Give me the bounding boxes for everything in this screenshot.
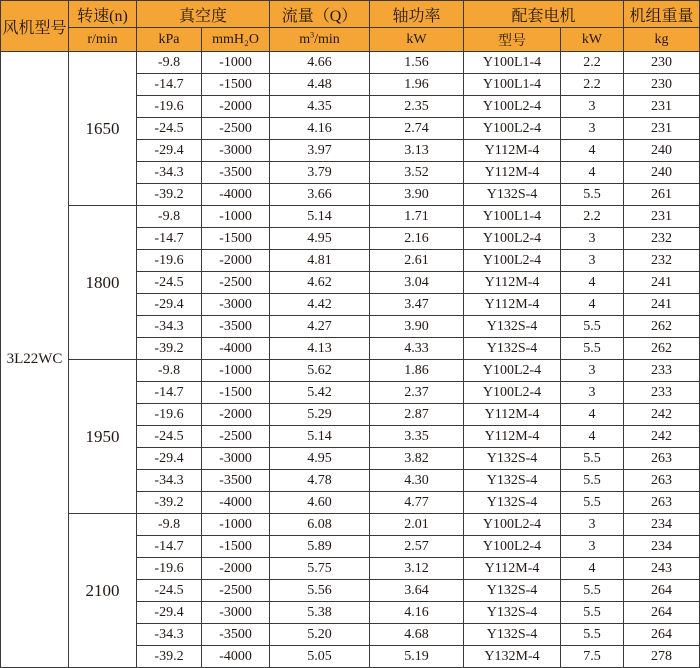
flow-cell: 4.95 (270, 448, 370, 470)
kpa-cell: -9.8 (137, 514, 202, 536)
motor-kw-cell: 7.5 (561, 646, 624, 668)
weight-cell: 240 (624, 140, 700, 162)
weight-cell: 233 (624, 360, 700, 382)
motor-kw-cell: 2.2 (561, 52, 624, 74)
kpa-cell: -14.7 (137, 536, 202, 558)
table-row (1, 52, 700, 74)
weight-cell: 264 (624, 624, 700, 646)
shaft-power-cell: 2.01 (370, 514, 464, 536)
unit-power: kW (370, 28, 464, 52)
shaft-power-cell: 3.47 (370, 294, 464, 316)
kpa-cell: -29.4 (137, 602, 202, 624)
kpa-cell: -14.7 (137, 228, 202, 250)
motor-model-cell: Y132M-4 (464, 646, 561, 668)
flow-cell: 4.35 (270, 96, 370, 118)
weight-cell: 264 (624, 580, 700, 602)
unit-speed: r/min (69, 28, 137, 52)
weight-cell: 242 (624, 404, 700, 426)
mmh2o-cell: -2500 (202, 118, 270, 140)
weight-cell: 261 (624, 184, 700, 206)
shaft-power-cell: 3.35 (370, 426, 464, 448)
kpa-cell: -39.2 (137, 338, 202, 360)
kpa-cell: -39.2 (137, 184, 202, 206)
flow-cell: 5.56 (270, 580, 370, 602)
model-cell: 3L22WC (1, 52, 69, 668)
table-row (1, 514, 700, 536)
kpa-cell: -29.4 (137, 140, 202, 162)
mmh2o-cell: -2000 (202, 558, 270, 580)
flow-cell: 4.48 (270, 74, 370, 96)
motor-kw-cell: 4 (561, 404, 624, 426)
mmh2o-cell: -1000 (202, 206, 270, 228)
flow-cell: 4.60 (270, 492, 370, 514)
shaft-power-cell: 3.82 (370, 448, 464, 470)
flow-cell: 4.78 (270, 470, 370, 492)
mmh2o-cell: -3500 (202, 624, 270, 646)
unit-flow-rest: /min (314, 31, 340, 47)
weight-cell: 231 (624, 118, 700, 140)
shaft-power-cell: 4.77 (370, 492, 464, 514)
motor-model-cell: Y132S-4 (464, 624, 561, 646)
motor-model-cell: Y100L2-4 (464, 514, 561, 536)
speed-cell: 1800 (69, 206, 137, 360)
flow-cell: 5.14 (270, 426, 370, 448)
motor-model-cell: Y112M-4 (464, 558, 561, 580)
mmh2o-cell: -3000 (202, 294, 270, 316)
mmh2o-cell: -1000 (202, 52, 270, 74)
motor-model-cell: Y112M-4 (464, 162, 561, 184)
kpa-cell: -9.8 (137, 52, 202, 74)
motor-kw-cell: 4 (561, 294, 624, 316)
kpa-cell: -19.6 (137, 250, 202, 272)
motor-model-cell: Y112M-4 (464, 272, 561, 294)
motor-model-cell: Y100L2-4 (464, 96, 561, 118)
weight-cell: 278 (624, 646, 700, 668)
motor-kw-cell: 3 (561, 118, 624, 140)
flow-cell: 4.81 (270, 250, 370, 272)
motor-model-cell: Y132S-4 (464, 492, 561, 514)
motor-model-cell: Y100L2-4 (464, 228, 561, 250)
kpa-cell: -24.5 (137, 426, 202, 448)
flow-cell: 5.14 (270, 206, 370, 228)
kpa-cell: -24.5 (137, 118, 202, 140)
motor-kw-cell: 2.2 (561, 206, 624, 228)
motor-kw-cell: 5.5 (561, 448, 624, 470)
motor-model-cell: Y132S-4 (464, 184, 561, 206)
flow-cell: 4.27 (270, 316, 370, 338)
speed-cell: 2100 (69, 514, 137, 668)
mmh2o-cell: -3500 (202, 470, 270, 492)
motor-kw-cell: 5.5 (561, 338, 624, 360)
shaft-power-cell: 2.61 (370, 250, 464, 272)
mmh2o-cell: -4000 (202, 338, 270, 360)
shaft-power-cell: 3.52 (370, 162, 464, 184)
motor-kw-cell: 3 (561, 96, 624, 118)
weight-cell: 263 (624, 448, 700, 470)
weight-cell: 231 (624, 96, 700, 118)
kpa-cell: -34.3 (137, 162, 202, 184)
mmh2o-cell: -3000 (202, 140, 270, 162)
weight-cell: 242 (624, 426, 700, 448)
shaft-power-cell: 3.13 (370, 140, 464, 162)
weight-cell: 263 (624, 492, 700, 514)
table-body (1, 52, 700, 668)
flow-cell: 5.75 (270, 558, 370, 580)
shaft-power-cell: 3.90 (370, 184, 464, 206)
shaft-power-cell: 4.30 (370, 470, 464, 492)
kpa-cell: -39.2 (137, 646, 202, 668)
speed-cell: 1650 (69, 52, 137, 206)
shaft-power-cell: 2.87 (370, 404, 464, 426)
motor-model-cell: Y112M-4 (464, 140, 561, 162)
table-header (1, 1, 700, 52)
motor-kw-cell: 4 (561, 162, 624, 184)
weight-cell: 241 (624, 272, 700, 294)
motor-kw-cell: 4 (561, 140, 624, 162)
shaft-power-cell: 1.96 (370, 74, 464, 96)
shaft-power-cell: 2.35 (370, 96, 464, 118)
motor-kw-cell: 4 (561, 558, 624, 580)
flow-cell: 3.66 (270, 184, 370, 206)
mmh2o-cell: -1500 (202, 382, 270, 404)
mmh2o-cell: -3500 (202, 162, 270, 184)
motor-kw-cell: 2.2 (561, 74, 624, 96)
kpa-cell: -9.8 (137, 360, 202, 382)
flow-cell: 5.29 (270, 404, 370, 426)
kpa-cell: -24.5 (137, 580, 202, 602)
mmh2o-cell: -2500 (202, 580, 270, 602)
mmh2o-cell: -1000 (202, 360, 270, 382)
mmh2o-cell: -1500 (202, 536, 270, 558)
motor-model-cell: Y132S-4 (464, 470, 561, 492)
motor-model-cell: Y132S-4 (464, 448, 561, 470)
motor-kw-cell: 3 (561, 536, 624, 558)
motor-kw-cell: 5.5 (561, 580, 624, 602)
motor-model-cell: Y100L1-4 (464, 206, 561, 228)
motor-kw-cell: 5.5 (561, 184, 624, 206)
kpa-cell: -29.4 (137, 294, 202, 316)
mmh2o-cell: -4000 (202, 492, 270, 514)
flow-cell: 4.13 (270, 338, 370, 360)
flow-cell: 5.38 (270, 602, 370, 624)
shaft-power-cell: 1.56 (370, 52, 464, 74)
kpa-cell: -19.6 (137, 404, 202, 426)
flow-cell: 3.97 (270, 140, 370, 162)
motor-model-cell: Y100L2-4 (464, 536, 561, 558)
weight-cell: 243 (624, 558, 700, 580)
flow-cell: 4.66 (270, 52, 370, 74)
mmh2o-cell: -4000 (202, 184, 270, 206)
kpa-cell: -9.8 (137, 206, 202, 228)
weight-cell: 231 (624, 206, 700, 228)
mmh2o-cell: -3000 (202, 602, 270, 624)
flow-cell: 3.79 (270, 162, 370, 184)
mmh2o-cell: -2500 (202, 272, 270, 294)
flow-cell: 4.62 (270, 272, 370, 294)
mmh2o-cell: -3000 (202, 448, 270, 470)
motor-kw-cell: 3 (561, 382, 624, 404)
shaft-power-cell: 1.86 (370, 360, 464, 382)
motor-model-cell: Y112M-4 (464, 426, 561, 448)
unit-weight: kg (624, 28, 700, 52)
weight-cell: 234 (624, 514, 700, 536)
weight-cell: 241 (624, 294, 700, 316)
shaft-power-cell: 3.64 (370, 580, 464, 602)
motor-kw-cell: 5.5 (561, 624, 624, 646)
shaft-power-cell: 2.16 (370, 228, 464, 250)
weight-cell: 262 (624, 338, 700, 360)
motor-kw-cell: 3 (561, 250, 624, 272)
unit-motor-model: 型号 (464, 28, 561, 52)
header-model: 风机型号 (1, 1, 69, 52)
weight-cell: 263 (624, 470, 700, 492)
motor-model-cell: Y132S-4 (464, 316, 561, 338)
mmh2o-cell: -3500 (202, 316, 270, 338)
motor-model-cell: Y132S-4 (464, 580, 561, 602)
motor-kw-cell: 4 (561, 426, 624, 448)
weight-cell: 262 (624, 316, 700, 338)
speed-cell: 1950 (69, 360, 137, 514)
weight-cell: 233 (624, 382, 700, 404)
kpa-cell: -34.3 (137, 316, 202, 338)
motor-kw-cell: 5.5 (561, 470, 624, 492)
unit-flow-sup: 3 (310, 29, 315, 39)
motor-kw-cell: 5.5 (561, 492, 624, 514)
motor-model-cell: Y100L2-4 (464, 118, 561, 140)
weight-cell: 264 (624, 602, 700, 624)
weight-cell: 232 (624, 228, 700, 250)
shaft-power-cell: 3.90 (370, 316, 464, 338)
flow-cell: 4.42 (270, 294, 370, 316)
motor-model-cell: Y100L1-4 (464, 52, 561, 74)
motor-kw-cell: 3 (561, 228, 624, 250)
motor-kw-cell: 5.5 (561, 602, 624, 624)
shaft-power-cell: 3.04 (370, 272, 464, 294)
kpa-cell: -34.3 (137, 470, 202, 492)
weight-cell: 230 (624, 52, 700, 74)
shaft-power-cell: 4.68 (370, 624, 464, 646)
flow-cell: 5.89 (270, 536, 370, 558)
header-row-main (1, 1, 700, 28)
shaft-power-cell: 5.19 (370, 646, 464, 668)
unit-motor-kw: kW (561, 28, 624, 52)
header-speed: 转速(n) (69, 1, 137, 28)
motor-kw-cell: 3 (561, 514, 624, 536)
motor-kw-cell: 4 (561, 272, 624, 294)
motor-model-cell: Y132S-4 (464, 602, 561, 624)
weight-cell: 240 (624, 162, 700, 184)
mmh2o-cell: -2000 (202, 404, 270, 426)
weight-cell: 234 (624, 536, 700, 558)
flow-cell: 5.05 (270, 646, 370, 668)
mmh2o-cell: -2000 (202, 250, 270, 272)
unit-vacuum-kpa: kPa (137, 28, 202, 52)
mmh2o-cell: -1500 (202, 74, 270, 96)
shaft-power-cell: 1.71 (370, 206, 464, 228)
shaft-power-cell: 4.16 (370, 602, 464, 624)
flow-cell: 6.08 (270, 514, 370, 536)
unit-vacuum-mmh2o: mmH₂O (202, 28, 270, 52)
mmh2o-cell: -2000 (202, 96, 270, 118)
mmh2o-cell: -1500 (202, 228, 270, 250)
mmh2o-cell: -2500 (202, 426, 270, 448)
flow-cell: 5.20 (270, 624, 370, 646)
kpa-cell: -39.2 (137, 492, 202, 514)
motor-model-cell: Y100L2-4 (464, 360, 561, 382)
table-row (1, 206, 700, 228)
header-motor: 配套电机 (464, 1, 624, 28)
flow-cell: 5.42 (270, 382, 370, 404)
motor-model-cell: Y112M-4 (464, 404, 561, 426)
kpa-cell: -24.5 (137, 272, 202, 294)
shaft-power-cell: 2.74 (370, 118, 464, 140)
header-flow: 流量（Q） (270, 1, 370, 28)
header-vacuum: 真空度 (137, 1, 270, 28)
kpa-cell: -29.4 (137, 448, 202, 470)
header-weight: 机组重量 (624, 1, 700, 28)
motor-kw-cell: 3 (561, 360, 624, 382)
motor-kw-cell: 5.5 (561, 316, 624, 338)
flow-cell: 4.16 (270, 118, 370, 140)
kpa-cell: -14.7 (137, 74, 202, 96)
kpa-cell: -19.6 (137, 96, 202, 118)
unit-flow-base: m (299, 31, 311, 47)
header-shaft-power: 轴功率 (370, 1, 464, 28)
shaft-power-cell: 3.12 (370, 558, 464, 580)
kpa-cell: -14.7 (137, 382, 202, 404)
flow-cell: 5.62 (270, 360, 370, 382)
kpa-cell: -19.6 (137, 558, 202, 580)
weight-cell: 230 (624, 74, 700, 96)
motor-model-cell: Y112M-4 (464, 294, 561, 316)
kpa-cell: -34.3 (137, 624, 202, 646)
mmh2o-cell: -1000 (202, 514, 270, 536)
header-row-units (1, 28, 700, 52)
motor-model-cell: Y132S-4 (464, 338, 561, 360)
shaft-power-cell: 2.37 (370, 382, 464, 404)
weight-cell: 232 (624, 250, 700, 272)
table-row (1, 360, 700, 382)
flow-cell: 4.95 (270, 228, 370, 250)
motor-model-cell: Y100L2-4 (464, 250, 561, 272)
unit-flow (270, 28, 370, 52)
shaft-power-cell: 4.33 (370, 338, 464, 360)
mmh2o-cell: -4000 (202, 646, 270, 668)
motor-model-cell: Y100L2-4 (464, 382, 561, 404)
shaft-power-cell: 2.57 (370, 536, 464, 558)
motor-model-cell: Y100L1-4 (464, 74, 561, 96)
